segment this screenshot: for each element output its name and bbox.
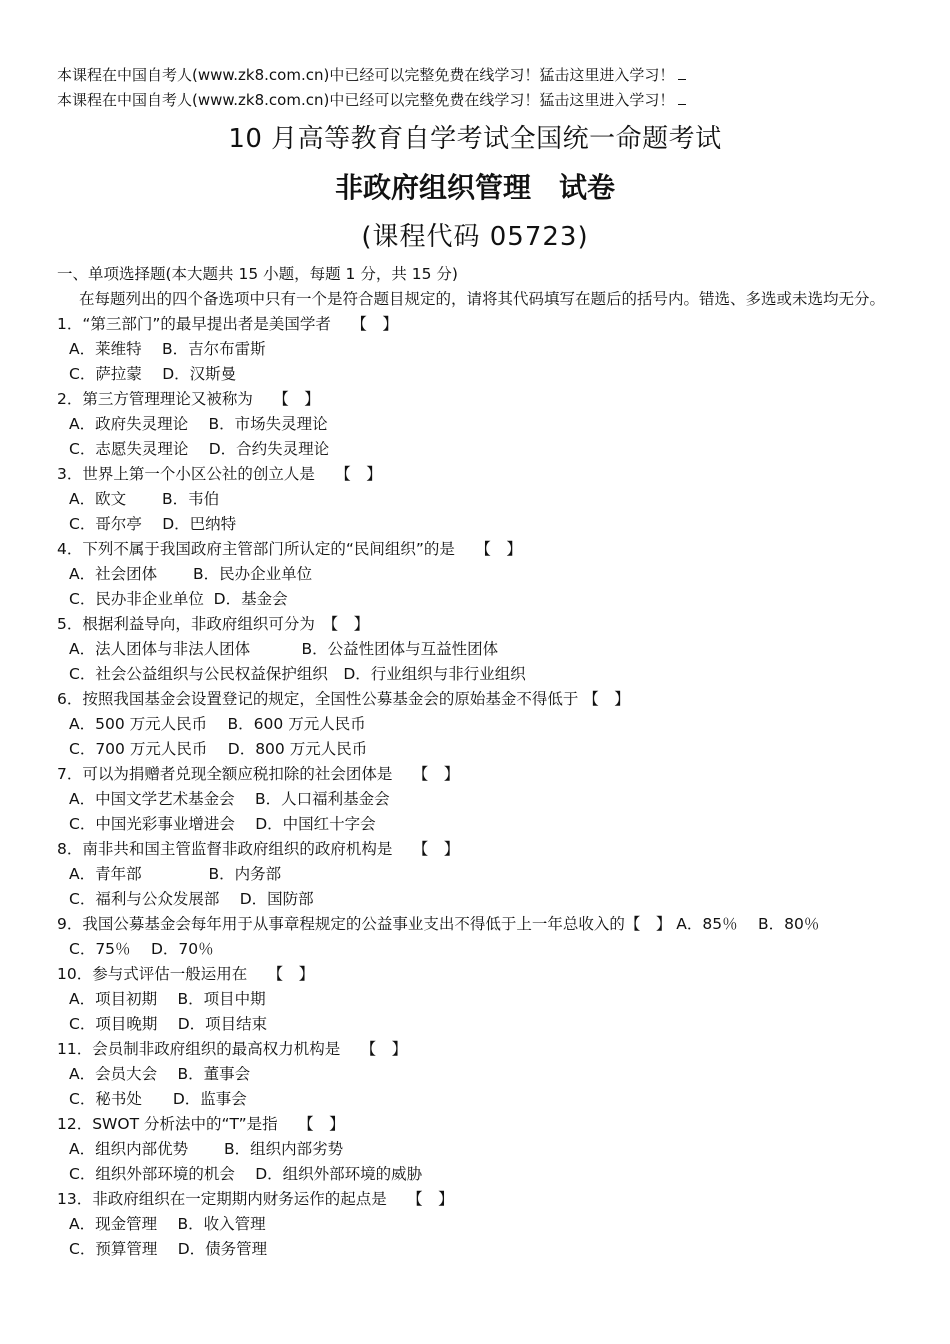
question-options-row: C．福利与公众发展部 D．国防部 [69,890,314,908]
question-options-row: A．青年部 B．内务部 [69,865,282,883]
question-options-row: C．民办非企业单位 D．基金会 [69,590,288,608]
question-stem: 7．可以为捐赠者兑现全额应税扣除的社会团体是 【 】 [57,765,460,783]
question-options-row: A．政府失灵理论 B．市场失灵理论 [69,415,328,433]
question-item [57,612,897,687]
question-item [57,1187,897,1262]
question-stem: 5．根据利益导向，非政府组织可分为 【 】 [57,615,370,633]
paper-title: 非政府组织管理 试卷 [334,171,615,204]
question-stem: 12．SWOT 分析法中的“T”是指 【 】 [57,1115,345,1133]
question-item [57,762,897,837]
banner-text-1: 本课程在中国自考人(www.zk8.com.cn)中已经可以完整免费在线学习！猛击这里进入学习！ [57,66,675,84]
question-stem: 2．第三方管理理论又被称为 【 】 [57,390,320,408]
question-item [57,687,897,762]
exam-title: 10 月高等教育自学考试全国统一命题考试 [228,124,722,154]
question-options-row: A．会员大会 B．董事会 [69,1065,251,1083]
question-options-row: C．项目晚期 D．项目结束 [69,1015,268,1033]
question-stem: 4．下列不属于我国政府主管部门所认定的“民间组织”的是 【 】 [57,540,522,558]
question-options-row: C．700 万元人民币 D．800 万元人民币 [69,740,368,758]
question-item [57,1112,897,1187]
banner-link-2[interactable] [57,90,686,110]
exam-content [57,262,897,1262]
question-options-row: A．现金管理 B．收入管理 [69,1215,266,1233]
banner-link-1[interactable] [57,65,686,85]
section-heading: 一、单项选择题(本大题共 15 小题，每题 1 分，共 15 分) [57,265,458,283]
question-stem: 9．我国公募基金会每年用于从事章程规定的公益事业支出不得低于上一年总收入的【 】 A．85％ B．80％ [57,915,820,933]
question-stem: 3．世界上第一个小区公社的创立人是 【 】 [57,465,382,483]
question-options-row: C．75％ D．70％ [69,940,214,958]
question-options-row: C．哥尔亭 D．巴纳特 [69,515,237,533]
question-stem: 11．会员制非政府组织的最高权力机构是 【 】 [57,1040,408,1058]
question-stem: 10．参与式评估一般运用在 【 】 [57,965,315,983]
question-options-row: C．组织外部环境的机会 D．组织外部环境的威胁 [69,1165,423,1183]
question-options-row: A．欧文 B．韦伯 [69,490,220,508]
question-options-row: A．500 万元人民币 B．600 万元人民币 [69,715,366,733]
question-item [57,1037,897,1112]
course-code: (课程代码 05723) [361,222,589,252]
question-stem: 8．南非共和国主管监督非政府组织的政府机构是 【 】 [57,840,460,858]
question-options-row: C．预算管理 D．债务管理 [69,1240,268,1258]
question-stem: 13．非政府组织在一定期期内财务运作的起点是 【 】 [57,1190,454,1208]
question-options-row: C．志愿失灵理论 D．合约失灵理论 [69,440,330,458]
banner-underscore-1 [678,65,686,80]
question-options-row: C．秘书处 D．监事会 [69,1090,247,1108]
question-item [57,912,897,962]
section-instructions: 在每题列出的四个备选项中只有一个是符合题目规定的，请将其代码填写在题后的括号内。错选、多选或未选均无分。 [79,290,886,308]
question-list [57,312,897,1262]
question-options-row: C．中国光彩事业增进会 D．中国红十字会 [69,815,376,833]
question-item [57,387,897,462]
question-stem: 6．按照我国基金会设置登记的规定，全国性公募基金会的原始基金不得低于 【 】 [57,690,630,708]
question-item [57,962,897,1037]
question-options-row: A．法人团体与非法人团体 B．公益性团体与互益性团体 [69,640,499,658]
question-options-row: A．社会团体 B．民办企业单位 [69,565,313,583]
question-options-row: A．莱维特 B．吉尔布雷斯 [69,340,266,358]
question-options-row: A．中国文学艺术基金会 B．人口福利基金会 [69,790,390,808]
question-item [57,462,897,537]
question-item [57,537,897,612]
question-stem: 1．“第三部门”的最早提出者是美国学者 【 】 [57,315,398,333]
question-item [57,312,897,387]
banner-underscore-2 [678,90,686,105]
question-options-row: C．社会公益组织与公民权益保护组织 D．行业组织与非行业组织 [69,665,526,683]
banner-text-2: 本课程在中国自考人(www.zk8.com.cn)中已经可以完整免费在线学习！猛击这里进入学习！ [57,91,675,109]
question-options-row: A．组织内部优势 B．组织内部劣势 [69,1140,344,1158]
question-options-row: A．项目初期 B．项目中期 [69,990,266,1008]
question-item [57,837,897,912]
question-options-row: C．萨拉蒙 D．汉斯曼 [69,365,237,383]
